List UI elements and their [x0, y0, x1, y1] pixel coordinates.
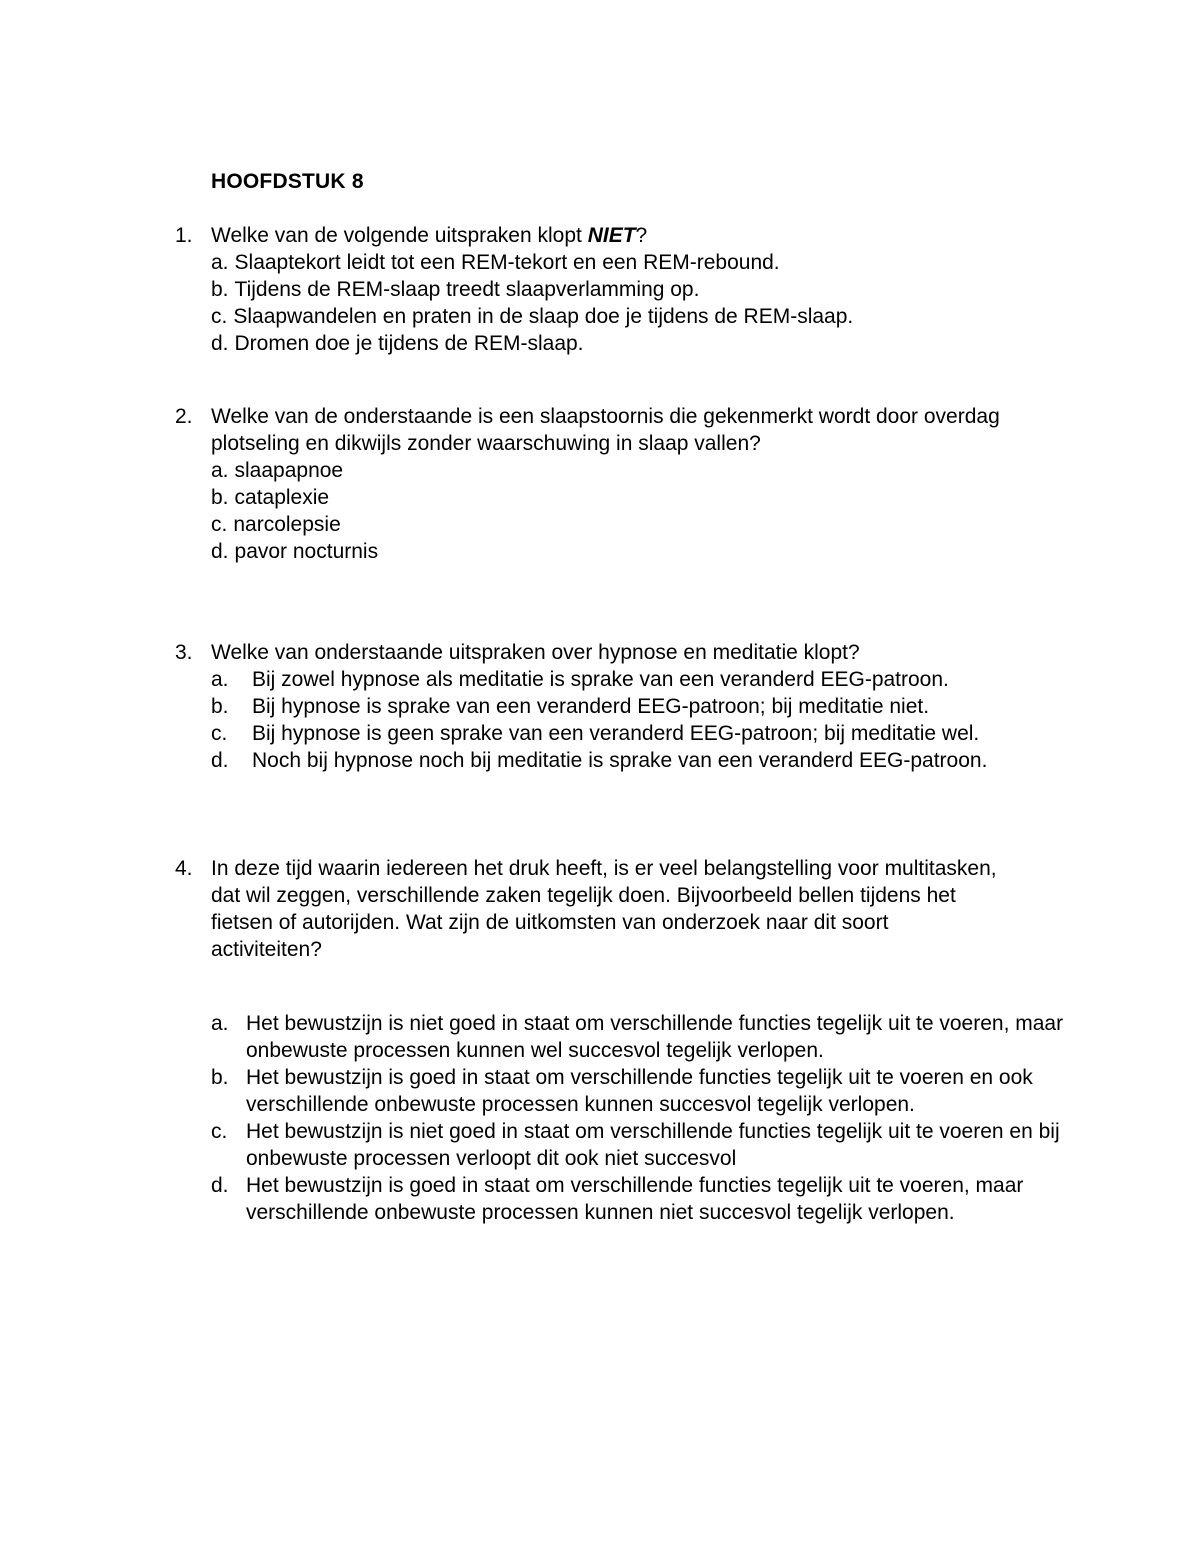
option-a	[175, 666, 1045, 693]
option-label: d.	[211, 1174, 229, 1197]
question-stem	[175, 222, 1075, 249]
option-c	[175, 720, 1032, 747]
option-b	[175, 1064, 1065, 1118]
question-4-options	[175, 1010, 1065, 1226]
option-label: b.	[211, 695, 229, 718]
option-c	[175, 511, 1015, 538]
option-list	[175, 457, 1015, 565]
option-text: Bij hypnose is geen sprake van een veranderd EEG-patroon; bij meditatie wel.	[252, 722, 980, 745]
option-label: b.	[211, 1066, 229, 1089]
option-d	[175, 330, 1075, 357]
question-number: 2.	[175, 405, 193, 428]
option-label: a.	[211, 459, 229, 482]
option-list	[175, 249, 1075, 357]
option-list	[175, 666, 1045, 774]
question-stem	[175, 639, 1045, 666]
question-stem	[175, 855, 1005, 963]
question-4	[175, 855, 1005, 963]
option-label: c.	[211, 305, 228, 328]
option-text: Bij zowel hypnose als meditatie is sprake van een veranderd EEG-patroon.	[252, 668, 949, 691]
option-d	[175, 1172, 1065, 1226]
option-label: c.	[211, 1120, 228, 1143]
option-label: a.	[211, 1012, 229, 1035]
option-label: c.	[211, 722, 228, 745]
question-emphasis: NIET	[587, 224, 636, 247]
option-d	[175, 747, 1032, 774]
option-list	[175, 1010, 1065, 1226]
option-label: b.	[211, 278, 229, 301]
option-d	[175, 538, 1015, 565]
question-number: 4.	[175, 857, 193, 880]
option-label: d.	[211, 540, 229, 563]
option-b	[175, 693, 1045, 720]
option-b	[175, 484, 1015, 511]
option-text: Het bewustzijn is goed in staat om verschillende functies tegelijk uit te voeren, maar verschillende onbewuste processen kunnen niet succesvol tegelijk verlopen.	[246, 1174, 1024, 1224]
option-text: Slaapwandelen en praten in de slaap doe je tijdens de REM-slaap.	[233, 305, 854, 328]
option-c	[175, 303, 1075, 330]
option-text: slaapapnoe	[234, 459, 344, 482]
question-text-end: ?	[635, 224, 648, 247]
question-1	[175, 222, 1075, 357]
option-text: Slaaptekort leidt tot een REM-tekort en een REM-rebound.	[234, 251, 780, 274]
option-label: d.	[211, 749, 229, 772]
question-stem	[175, 403, 1015, 457]
option-text: Het bewustzijn is goed in staat om verschillende functies tegelijk uit te voeren en ook verschillende onbewuste processen kunnen succesvol tegelijk verlopen.	[246, 1066, 1033, 1116]
question-number: 3.	[175, 641, 193, 664]
option-text: Het bewustzijn is niet goed in staat om verschillende functies tegelijk uit te voeren en bij onbewuste processen verloopt dit ook niet succesvol	[246, 1120, 1060, 1170]
option-label: c.	[211, 513, 228, 536]
option-b	[175, 276, 1075, 303]
question-number: 1.	[175, 224, 193, 247]
option-text: narcolepsie	[233, 513, 341, 536]
option-text: cataplexie	[234, 486, 330, 509]
question-text: Welke van onderstaande uitspraken over hypnose en meditatie klopt?	[211, 641, 860, 664]
option-text: Dromen doe je tijdens de REM-slaap.	[234, 332, 584, 355]
option-text: Het bewustzijn is niet goed in staat om verschillende functies tegelijk uit te voeren, maar onbewuste processen kunnen wel succesvol tegelijk verlopen.	[246, 1012, 1064, 1062]
question-text: Welke van de volgende uitspraken klopt	[211, 224, 588, 247]
option-label: a.	[211, 668, 229, 691]
option-text: Noch bij hypnose noch bij meditatie is sprake van een veranderd EEG-patroon.	[252, 749, 988, 772]
chapter-title: HOOFDSTUK 8	[211, 170, 364, 193]
option-a	[175, 1010, 1065, 1064]
option-c	[175, 1118, 1065, 1172]
question-2	[175, 403, 1015, 565]
question-text: In deze tijd waarin iedereen het druk heeft, is er veel belangstelling voor multitasken, dat wil zeggen, verschillende zaken tegelijk doen. Bijvoorbeeld bellen tijdens het fietsen of autorijden. Wat zijn de uitkomsten van onderzoek naar dit soort activiteiten?	[211, 857, 997, 961]
option-label: b.	[211, 486, 229, 509]
option-a	[175, 249, 1075, 276]
option-text: pavor nocturnis	[234, 540, 379, 563]
option-text: Tijdens de REM-slaap treedt slaapverlamming op.	[234, 278, 700, 301]
question-text: Welke van de onderstaande is een slaapstoornis die gekenmerkt wordt door overdag plotseling en dikwijls zonder waarschuwing in slaap vallen?	[211, 405, 1000, 455]
option-label: a.	[211, 251, 229, 274]
question-3	[175, 639, 1045, 774]
option-text: Bij hypnose is sprake van een veranderd EEG-patroon; bij meditatie niet.	[252, 695, 930, 718]
option-label: d.	[211, 332, 229, 355]
option-a	[175, 457, 1015, 484]
